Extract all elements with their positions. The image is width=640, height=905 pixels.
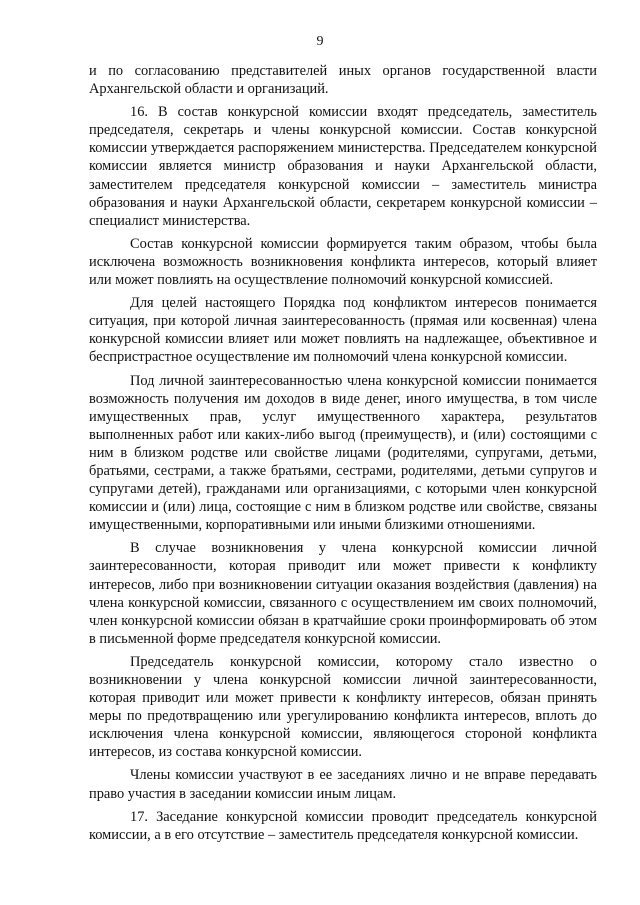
paragraph-member-obligation: В случае возникновения у члена конкурсной комиссии личной заинтересованности, которая приводит или может привести к конфликту интересов, либо при возникновении ситуации оказания воздействия (давления) на члена конкурсной комиссии, связанного с осуществлением им своих полномочий, член конкурсной комиссии обязан в кратчайшие сроки проинформировать об этом в письменной форме председателя конкурсной комиссии. xyxy=(89,540,597,647)
paragraph-item-16: 16. В состав конкурсной комиссии входят председатель, заместитель председателя, секретарь и члены конкурсной комиссии. Состав конкурсной комиссии утверждается распоряжением министерства. Председателем конкурсной комиссии является министр образования и науки Архангельской области, заместителем председателя конкурсной комиссии – заместитель министра образования и науки Архангельской области, секретарем конкурсной комиссии – специалист министерства. xyxy=(89,104,597,229)
paragraph-conflict-of-interest-definition: Для целей настоящего Порядка под конфликтом интересов понимается ситуация, при которой личная заинтересованность (прямая или косвенная) члена конкурсной комиссии влияет или может повлиять на надлежащее, объективное и беспристрастное осуществление им полномочий члена конкурсной комиссии. xyxy=(89,295,597,366)
paragraph-item-17: 17. Заседание конкурсной комиссии проводит председатель конкурсной комиссии, а в его отсутствие – заместитель председателя конкурсной комиссии. xyxy=(89,808,597,843)
paragraph-chairman-measures: Председатель конкурсной комиссии, которому стало известно о возникновении у члена конкурсной комиссии личной заинтересованности, которая приводит или может привести к конфликту интересов, обязан принять меры по предотвращению или урегулированию конфликта интересов, вплоть до исключения члена конкурсной комиссии, являющегося стороной конфликта интересов, из состава конкурсной комиссии. xyxy=(89,653,597,761)
page-number: 9 xyxy=(316,34,324,49)
paragraph-commission-composition: Состав конкурсной комиссии формируется таким образом, чтобы была исключена возможность возникновения конфликта интересов, который влияет или может повлиять на осуществление полномочий конкурсной комиссией. xyxy=(89,235,597,289)
document-body xyxy=(89,62,597,844)
paragraph-personal-participation: Члены комиссии участвуют в ее заседаниях лично и не вправе передавать право участия в заседании комиссии иным лицам. xyxy=(89,767,597,802)
paragraph-continuation: и по согласованию представителей иных органов государственной власти Архангельской области и организаций. xyxy=(89,63,597,98)
paragraph-personal-interest-definition: Под личной заинтересованностью члена конкурсной комиссии понимается возможность получения им доходов в виде денег, иного имущества, в том числе имущественных прав, услуг имущественного характера, результатов выполненных работ или каких-либо выгод (преимуществ), и (или) состоящими с ним в близком родстве или свойстве лицами (родителями, супругами, детьми, братьями, сестрами, а также братьями, сестрами, родителями, детьми супругов и супругами детей), гражданами или организациями, с которыми член конкурсной комиссии и (или) лица, состоящие с ним в близком родстве или свойстве, связаны имущественными, корпоративными или иными близкими отношениями. xyxy=(89,372,597,534)
